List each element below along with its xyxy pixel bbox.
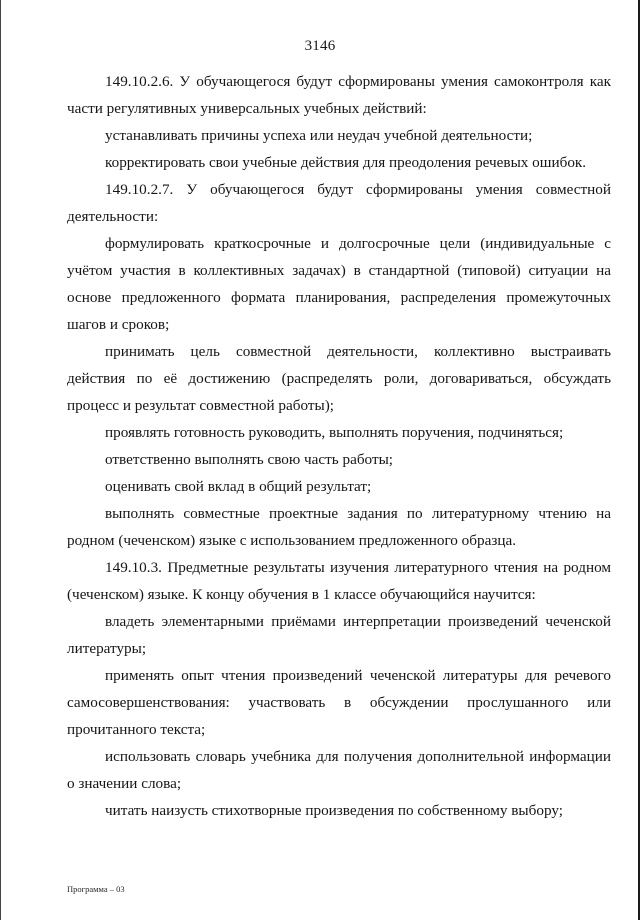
list-item: устанавливать причины успеха или неудач учебной деятельности; bbox=[105, 127, 533, 144]
list-item: владеть элементарными приёмами интерпретации произведений чеченской литературы; bbox=[67, 613, 611, 657]
paragraph-149-10-2-7: 149.10.2.7. У обучающегося будут сформированы умения совместной деятельности: bbox=[67, 181, 611, 225]
list-item: использовать словарь учебника для получения дополнительной информации о значении слова; bbox=[67, 748, 611, 792]
paragraph-149-10-3: 149.10.3. Предметные результаты изучения литературного чтения на родном (чеченском) языке. К концу обучения в 1 классе обучающийся научится: bbox=[67, 559, 611, 603]
list-item: корректировать свои учебные действия для преодоления речевых ошибок. bbox=[105, 154, 587, 171]
list-item: применять опыт чтения произведений чеченской литературы для речевого самосовершенствования: участвовать в обсуждении прослушанного или прочитанного текста; bbox=[67, 667, 611, 738]
page-number: 3146 bbox=[304, 38, 336, 54]
scan-edge-left bbox=[0, 0, 1, 920]
list-item: оценивать свой вклад в общий результат; bbox=[105, 478, 372, 495]
body-text bbox=[67, 68, 611, 824]
page-footer: Программа – 03 bbox=[67, 884, 125, 894]
paragraph-149-10-2-6: 149.10.2.6. У обучающегося будут сформированы умения самоконтроля как части регулятивных универсальных учебных действий: bbox=[67, 73, 611, 117]
list-item: формулировать краткосрочные и долгосрочные цели (индивидуальные с учётом участия в коллективных задачах) в стандартной (типовой) ситуации на основе предложенного формата планирования, распределения промежуточных шагов и сроков; bbox=[67, 235, 611, 333]
list-item: читать наизусть стихотворные произведения по собственному выбору; bbox=[105, 802, 563, 819]
list-item: проявлять готовность руководить, выполнять поручения, подчиняться; bbox=[105, 424, 564, 441]
list-item: выполнять совместные проектные задания по литературному чтению на родном (чеченском) языке с использованием предложенного образца. bbox=[67, 505, 611, 549]
list-item: принимать цель совместной деятельности, коллективно выстраивать действия по её достижению (распределять роли, договариваться, обсуждать процесс и результат совместной работы); bbox=[67, 343, 611, 414]
list-item: ответственно выполнять свою часть работы; bbox=[105, 451, 394, 468]
